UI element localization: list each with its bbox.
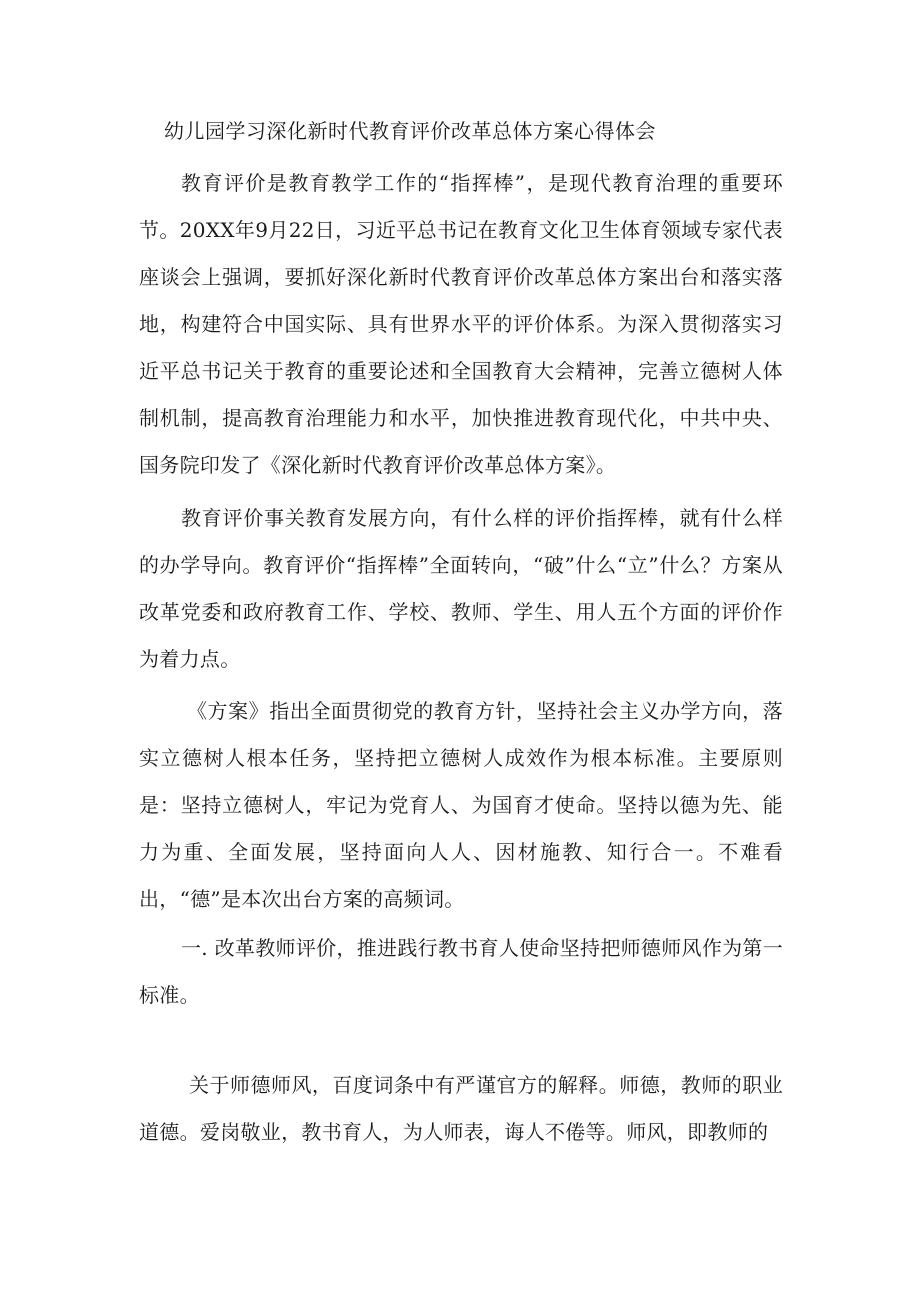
paragraph-principles: 《方案》指出全面贯彻党的教育方针，坚持社会主义办学方向，落实立德树人根本任务，坚持把立德树人成效作为根本标准。主要原则是：坚持立德树人，牢记为党育人、为国育才使命。坚持以德为先、能力为重、全面发展，坚持面向人人、因材施教、知行合一。不难看出，“德”是本次出台方案的高频词。 [139,699,783,911]
paragraph-teacher-ethics: 关于师德师风，百度词条中有严谨官方的解释。师德，教师的职业道德。爱岗敬业，教书育人，为人师表，诲人不倦等。师风，即教师的 [139,1073,783,1144]
paragraph-intro: 教育评价是教育教学工作的“指挥棒”，是现代教育治理的重要环节。20XX年9月22日，习近平总书记在教育文化卫生体育领域专家代表座谈会上强调，要抓好深化新时代教育评价改革总体方案出台和落实落地，构建符合中国实际、具有世界水平的评价体系。为深入贯彻落实习近平总书记关于教育的重要论述和全国教育大会精神，完善立德树人体制机制，提高教育治理能力和水平，加快推进教育现代化，中共中央、国务院印发了《深化新时代教育评价改革总体方案》。 [139,171,783,477]
paragraph-direction: 教育评价事关教育发展方向，有什么样的评价指挥棒，就有什么样的办学导向。教育评价“指挥棒”全面转向，“破”什么“立”什么？方案从改革党委和政府教育工作、学校、教师、学生、用人五个方面的评价作为着力点。 [139,506,783,671]
section-heading-teacher-evaluation: 一. 改革教师评价，推进践行教书育人使命坚持把师德师风作为第一标准。 [139,936,784,1007]
document-title: 幼儿园学习深化新时代教育评价改革总体方案心得体会 [164,119,656,143]
